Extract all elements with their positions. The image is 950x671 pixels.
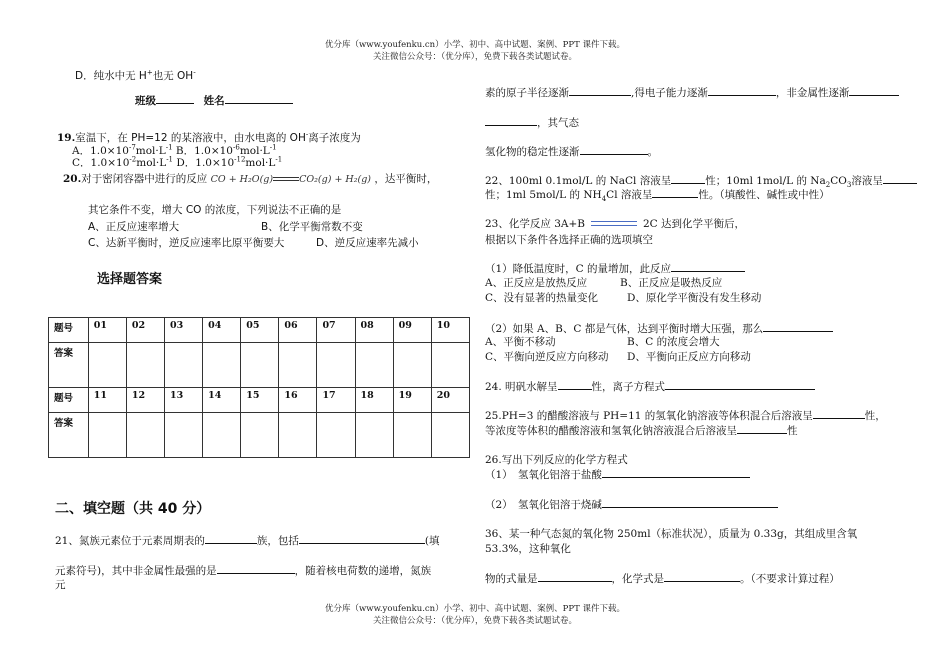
q23-part1-option-a: A、正反应是放热反应 [485, 277, 588, 289]
q24-blank-2[interactable] [665, 378, 815, 390]
r-line3: 氢化物的稳定性逐渐 。 [485, 143, 658, 159]
q20-option-d: D、逆反应速率先减小 [316, 237, 419, 249]
question-26-title: 26.写出下列反应的化学方程式 [485, 454, 628, 466]
question-number-cell: 16 [279, 388, 317, 413]
r-line2: ，其气态 [485, 114, 579, 130]
q26-part2: （2） 氢氧化铝溶于烧碱 [485, 496, 778, 512]
answer-cell[interactable] [431, 413, 469, 458]
answer-cell[interactable] [317, 343, 355, 388]
q23-part2: （2）如果 A、B、C 都是气体，达到平衡时增大压强，那么 [485, 320, 833, 336]
question-23: 23、化学反应 3A+B 2C 达到化学平衡后， [485, 218, 746, 230]
question-36-line1: 36、某一种气态氮的氧化物 250ml（标准状况），质量为 0.33g，其组成里含氧 [485, 528, 858, 540]
q36-blank-1[interactable] [538, 570, 612, 582]
question-number-cell: 01 [88, 318, 126, 343]
q23-part2-option-a: A、平衡不移动 [485, 336, 556, 348]
option-d: D．纯水中无 H+也无 OH- [75, 68, 196, 82]
q22-blank-2[interactable] [883, 172, 917, 184]
q23-part1-option-c: C、没有显著的热量变化 [485, 292, 599, 304]
question-22-line2: 性；1ml 5mol/L 的 $NH_4Cl$ 溶液呈 性。（填酸性、碱性或中性） [485, 186, 830, 203]
q20-option-c: C、达新平衡时，逆反应速率比原平衡要大 [88, 237, 285, 249]
q36-blank-2[interactable] [664, 570, 740, 582]
table-row [49, 343, 470, 388]
question-21-line3: 元 [55, 579, 66, 591]
q20-option-a: A、正反应速率增大 [88, 221, 180, 233]
q23-part2-option-c: C、平衡向逆反应方向移动 [485, 351, 609, 363]
answer-cell[interactable] [317, 413, 355, 458]
r-blank-5[interactable] [580, 143, 648, 155]
q22-blank-1[interactable] [671, 172, 705, 184]
answer-cell[interactable] [88, 413, 126, 458]
question-number-cell: 20 [431, 388, 469, 413]
q24-blank-1[interactable] [558, 378, 592, 390]
question-20: 20.对于密闭容器中进行的反应 CO + H₂O(g) CO₂(g) + H₂(g) ，达平衡时， [63, 173, 438, 185]
q23-blank-2[interactable] [763, 320, 833, 332]
q21-blank-3[interactable] [217, 562, 295, 574]
question-number-cell: 02 [126, 318, 164, 343]
q25-blank-1[interactable] [813, 407, 865, 419]
question-number-cell: 14 [203, 388, 241, 413]
question-number-cell: 12 [126, 388, 164, 413]
question-36-line2: 53.3%，这种氧化 [485, 543, 571, 555]
question-number-cell: 05 [241, 318, 279, 343]
q26-part1: （1） 氢氧化铝溶于盐酸 [485, 466, 750, 482]
r-blank-2[interactable] [708, 84, 776, 96]
question-22-line1: 22、100ml 0.1mol/L 的 NaCl 溶液呈 性；10ml 1mol/L 的 $Na_2CO_3$溶液呈 [485, 172, 917, 189]
r-blank-3[interactable] [849, 84, 899, 96]
question-number-cell: 17 [317, 388, 355, 413]
q26-blank-2[interactable] [602, 496, 778, 508]
equilibrium-arrow-icon [589, 220, 639, 228]
question-number-cell: 09 [393, 318, 431, 343]
table-row [49, 388, 470, 413]
q26-blank-1[interactable] [602, 466, 750, 478]
q23-blank-1[interactable] [671, 260, 745, 272]
row-label: 答案 [49, 343, 89, 388]
q21-blank-2[interactable] [299, 532, 425, 544]
question-number-cell: 18 [355, 388, 393, 413]
answer-cell[interactable] [241, 343, 279, 388]
answer-table [48, 317, 470, 458]
q21-blank-1[interactable] [205, 532, 257, 544]
q19-options-cd: C．$1.0\times 10^{-2}mol\cdot L^{-1}$ D．$1.0\times 10^{-12}mol\cdot L^{-1}$ [72, 155, 283, 169]
row-label: 题号 [49, 318, 89, 343]
q23-part2-option-b: B、C 的浓度会增大 [627, 336, 720, 348]
q23-part1-option-d: D、原化学平衡没有发生移动 [627, 292, 762, 304]
table-row [49, 318, 470, 343]
q19-options-ab: A．$1.0\times 10^{-7}mol\cdot L^{-1}$ B．$1.0\times 10^{-6}mol\cdot L^{-1}$ [72, 143, 277, 157]
answer-cell[interactable] [355, 343, 393, 388]
question-number-cell: 13 [165, 388, 203, 413]
question-number-cell: 07 [317, 318, 355, 343]
q20-option-b: B、化学平衡常数不变 [261, 221, 363, 233]
answer-cell[interactable] [88, 343, 126, 388]
question-number-cell: 15 [241, 388, 279, 413]
header-line-1: 优分库（www.youfenku.cn）小学、初中、高中试题、案例、PPT 课件下载。 [325, 40, 625, 50]
question-25-line1: 25.PH=3 的醋酸溶液与 PH=11 的氢氧化钠溶液等体积混合后溶液呈 性， [485, 407, 886, 423]
question-number-cell: 19 [393, 388, 431, 413]
r-line1: 素的原子半径逐渐 ,得电子能力逐渐 ，非金属性逐渐 [485, 84, 899, 100]
q23-part1: （1）降低温度时，C 的量增加，此反应 [485, 260, 745, 276]
q22-blank-3[interactable] [652, 186, 698, 198]
question-21-line1: 21、氮族元素位于元素周期表的 族，包括 (填 [55, 532, 439, 548]
equilibrium-arrow-icon [273, 176, 299, 182]
question-number-cell: 08 [355, 318, 393, 343]
answer-cell[interactable] [241, 413, 279, 458]
question-19: 19.室温下，在 PH=12 的某溶液中，由水电离的 OH-离子浓度为 [57, 130, 361, 144]
q20-line2: 其它条件不变，增大 CO 的浓度，下列说法不正确的是 [88, 204, 342, 216]
row-label: 题号 [49, 388, 89, 413]
answer-cell[interactable] [165, 413, 203, 458]
class-label: 班级 [135, 95, 156, 107]
answer-cell[interactable] [355, 413, 393, 458]
class-blank[interactable] [156, 92, 194, 104]
answer-cell[interactable] [393, 343, 431, 388]
q23-line2: 根据以下条件各选择正确的选项填空 [485, 234, 653, 246]
answer-cell[interactable] [203, 343, 241, 388]
r-blank-4[interactable] [485, 114, 537, 126]
footer-line-2: 关注微信公众号：（优分库），免费下载各类试题试卷。 [372, 616, 577, 626]
footer-line-1: 优分库（www.youfenku.cn）小学、初中、高中试题、案例、PPT 课件下载。 [325, 604, 625, 614]
mc-answer-title: 选择题答案 [97, 272, 163, 287]
q23-part2-option-d: D、平衡向正反应方向移动 [627, 351, 751, 363]
answer-cell[interactable] [279, 413, 317, 458]
name-blank[interactable] [225, 92, 293, 104]
r-blank-1[interactable] [569, 84, 631, 96]
section-2-title: 二、填空题（共 40 分） [55, 501, 211, 517]
q23-part1-option-b: B、正反应是吸热反应 [620, 277, 723, 289]
table-row [49, 413, 470, 458]
question-number-cell: 06 [279, 318, 317, 343]
question-number-cell: 03 [165, 318, 203, 343]
answer-cell[interactable] [126, 343, 164, 388]
question-number-cell: 10 [431, 318, 469, 343]
answer-cell[interactable] [431, 343, 469, 388]
row-label: 答案 [49, 413, 89, 458]
name-label: 姓名 [203, 95, 225, 107]
answer-cell[interactable] [393, 413, 431, 458]
question-25-line2: 等浓度等体积的醋酸溶液和氢氧化钠溶液混合后溶液呈 性 [485, 422, 798, 438]
question-number-cell: 11 [88, 388, 126, 413]
class-name-line [135, 92, 293, 108]
question-24: 24. 明矾水解呈 性，离子方程式 [485, 378, 815, 394]
q25-blank-2[interactable] [737, 422, 787, 434]
header-line-2: 关注微信公众号：（优分库），免费下载各类试题试卷。 [372, 52, 577, 62]
question-21-line2: 元素符号)，其中非金属性最强的是 ，随着核电荷数的递增，氮族 [55, 562, 431, 578]
question-number-cell: 04 [203, 318, 241, 343]
answer-cell[interactable] [279, 343, 317, 388]
answer-cell[interactable] [126, 413, 164, 458]
answer-cell[interactable] [203, 413, 241, 458]
question-36-line3: 物的式量是 ，化学式是 。（不要求计算过程） [485, 570, 840, 586]
answer-cell[interactable] [165, 343, 203, 388]
